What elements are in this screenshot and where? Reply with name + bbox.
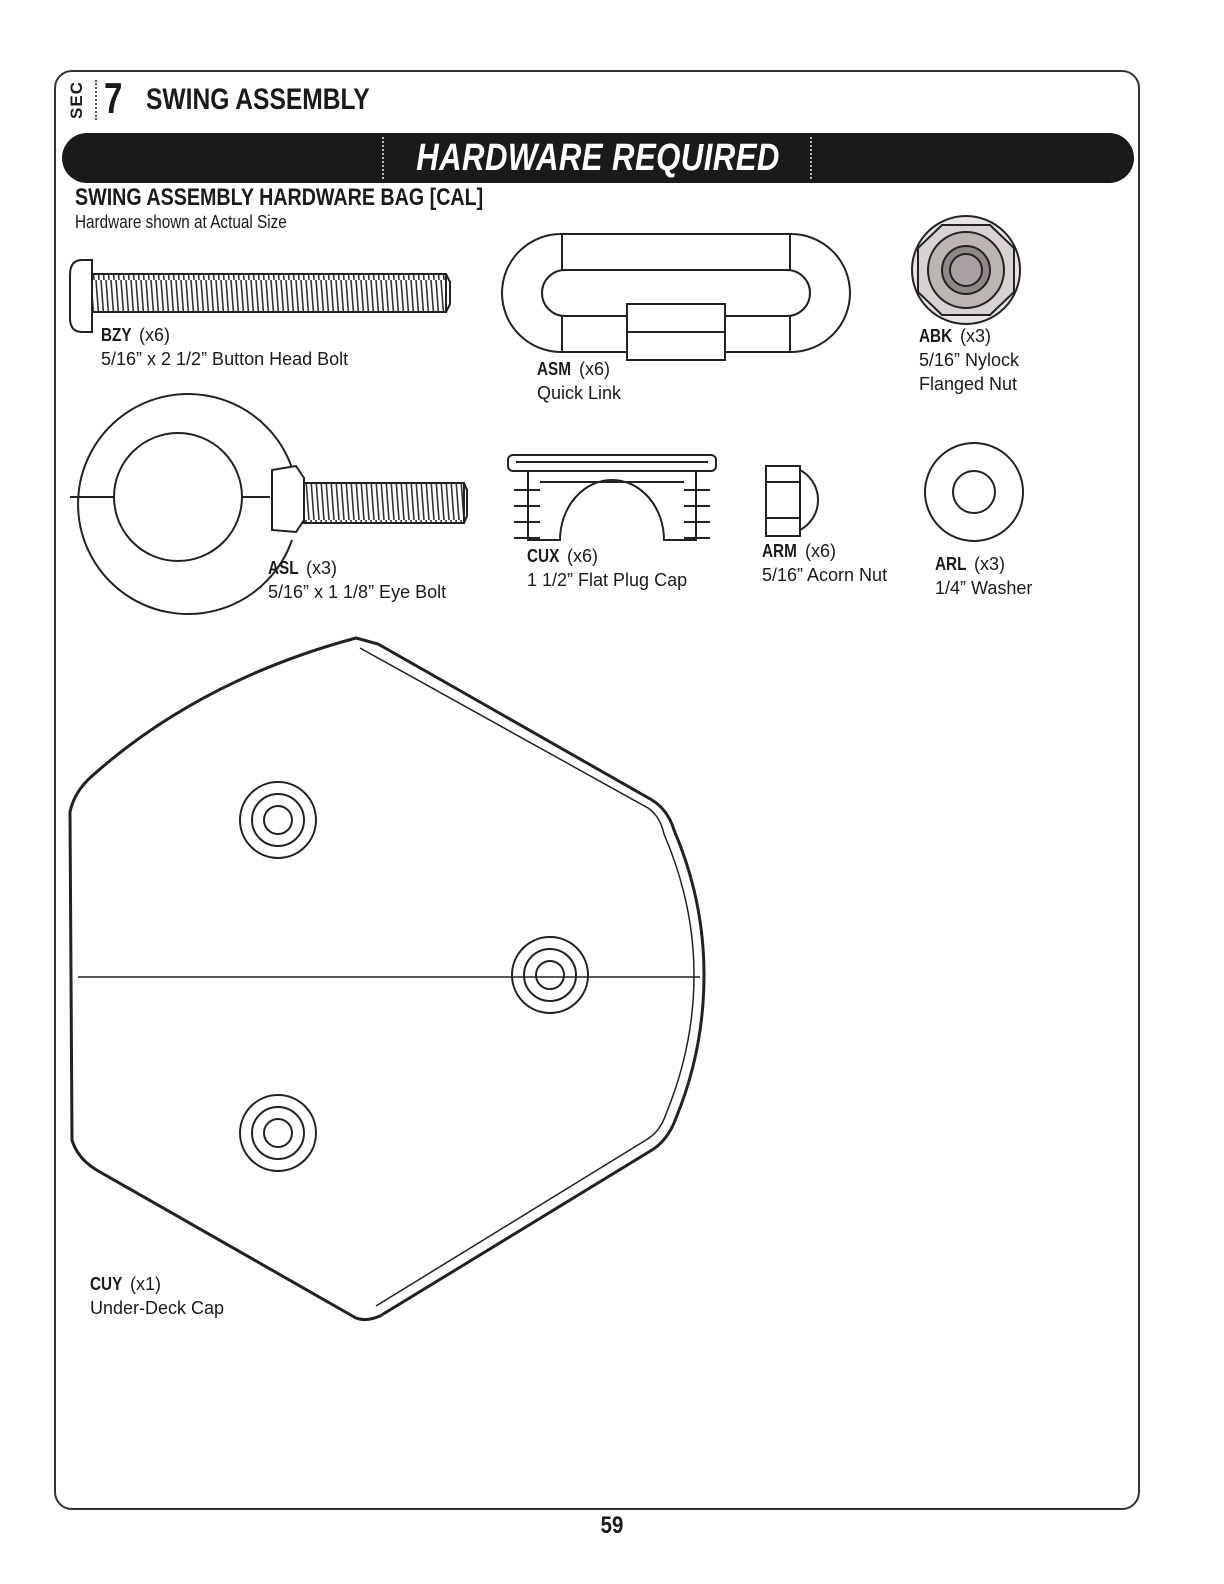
part-desc: 5/16” Nylock [919, 350, 1020, 370]
banner-title: HARDWARE REQUIRED [416, 137, 780, 179]
part-qty: (x3) [960, 326, 992, 346]
section-number: 7 [104, 74, 123, 123]
part-qty: (x3) [306, 558, 338, 578]
part-label-arm [762, 539, 887, 587]
part-qty: (x6) [139, 325, 171, 345]
part-code: ARL [935, 554, 967, 574]
plug-cap-illustration [508, 455, 716, 540]
nylock-nut-illustration [912, 216, 1020, 324]
hardware-bag-title: SWING ASSEMBLY HARDWARE BAG [CAL] [75, 184, 484, 211]
button-head-bolt-illustration [70, 260, 450, 332]
part-code: BZY [101, 325, 132, 345]
part-desc: 1/4” Washer [935, 578, 1033, 598]
part-desc: Under-Deck Cap [90, 1298, 225, 1318]
washer-illustration [925, 443, 1023, 541]
acorn-nut-illustration [766, 466, 818, 536]
part-code: CUY [90, 1274, 123, 1294]
part-code: ASL [268, 558, 299, 578]
part-label-arl [935, 552, 1032, 600]
part-label-asm [537, 357, 621, 405]
under-deck-cap-illustration [70, 638, 704, 1320]
part-qty: (x6) [579, 359, 611, 379]
part-qty: (x3) [974, 554, 1006, 574]
part-label-bzy [101, 323, 348, 371]
part-label-cuy [90, 1272, 224, 1320]
section-title: SWING ASSEMBLY [146, 83, 370, 116]
part-qty: (x6) [805, 541, 837, 561]
hardware-bag-subtitle: Hardware shown at Actual Size [75, 212, 287, 232]
part-code: ARM [762, 541, 797, 561]
quick-link-illustration [502, 234, 850, 360]
part-label-cux [527, 544, 687, 592]
part-code: CUX [527, 546, 560, 566]
part-desc: 5/16” x 1 1/8” Eye Bolt [268, 582, 447, 602]
part-qty: (x6) [567, 546, 599, 566]
part-label-abk [919, 324, 1019, 396]
part-label-asl [268, 556, 446, 604]
part-desc: 1 1/2” Flat Plug Cap [527, 570, 688, 590]
part-code: ABK [919, 326, 953, 346]
part-qty: (x1) [130, 1274, 162, 1294]
part-desc: Quick Link [537, 383, 622, 403]
page-number: 59 [600, 1512, 624, 1539]
part-desc: 5/16” x 2 1/2” Button Head Bolt [101, 349, 349, 369]
part-desc: 5/16” Acorn Nut [762, 565, 888, 585]
part-code: ASM [537, 359, 571, 379]
section-label: SEC [66, 81, 86, 119]
part-desc-line2: Flanged Nut [919, 374, 1018, 394]
